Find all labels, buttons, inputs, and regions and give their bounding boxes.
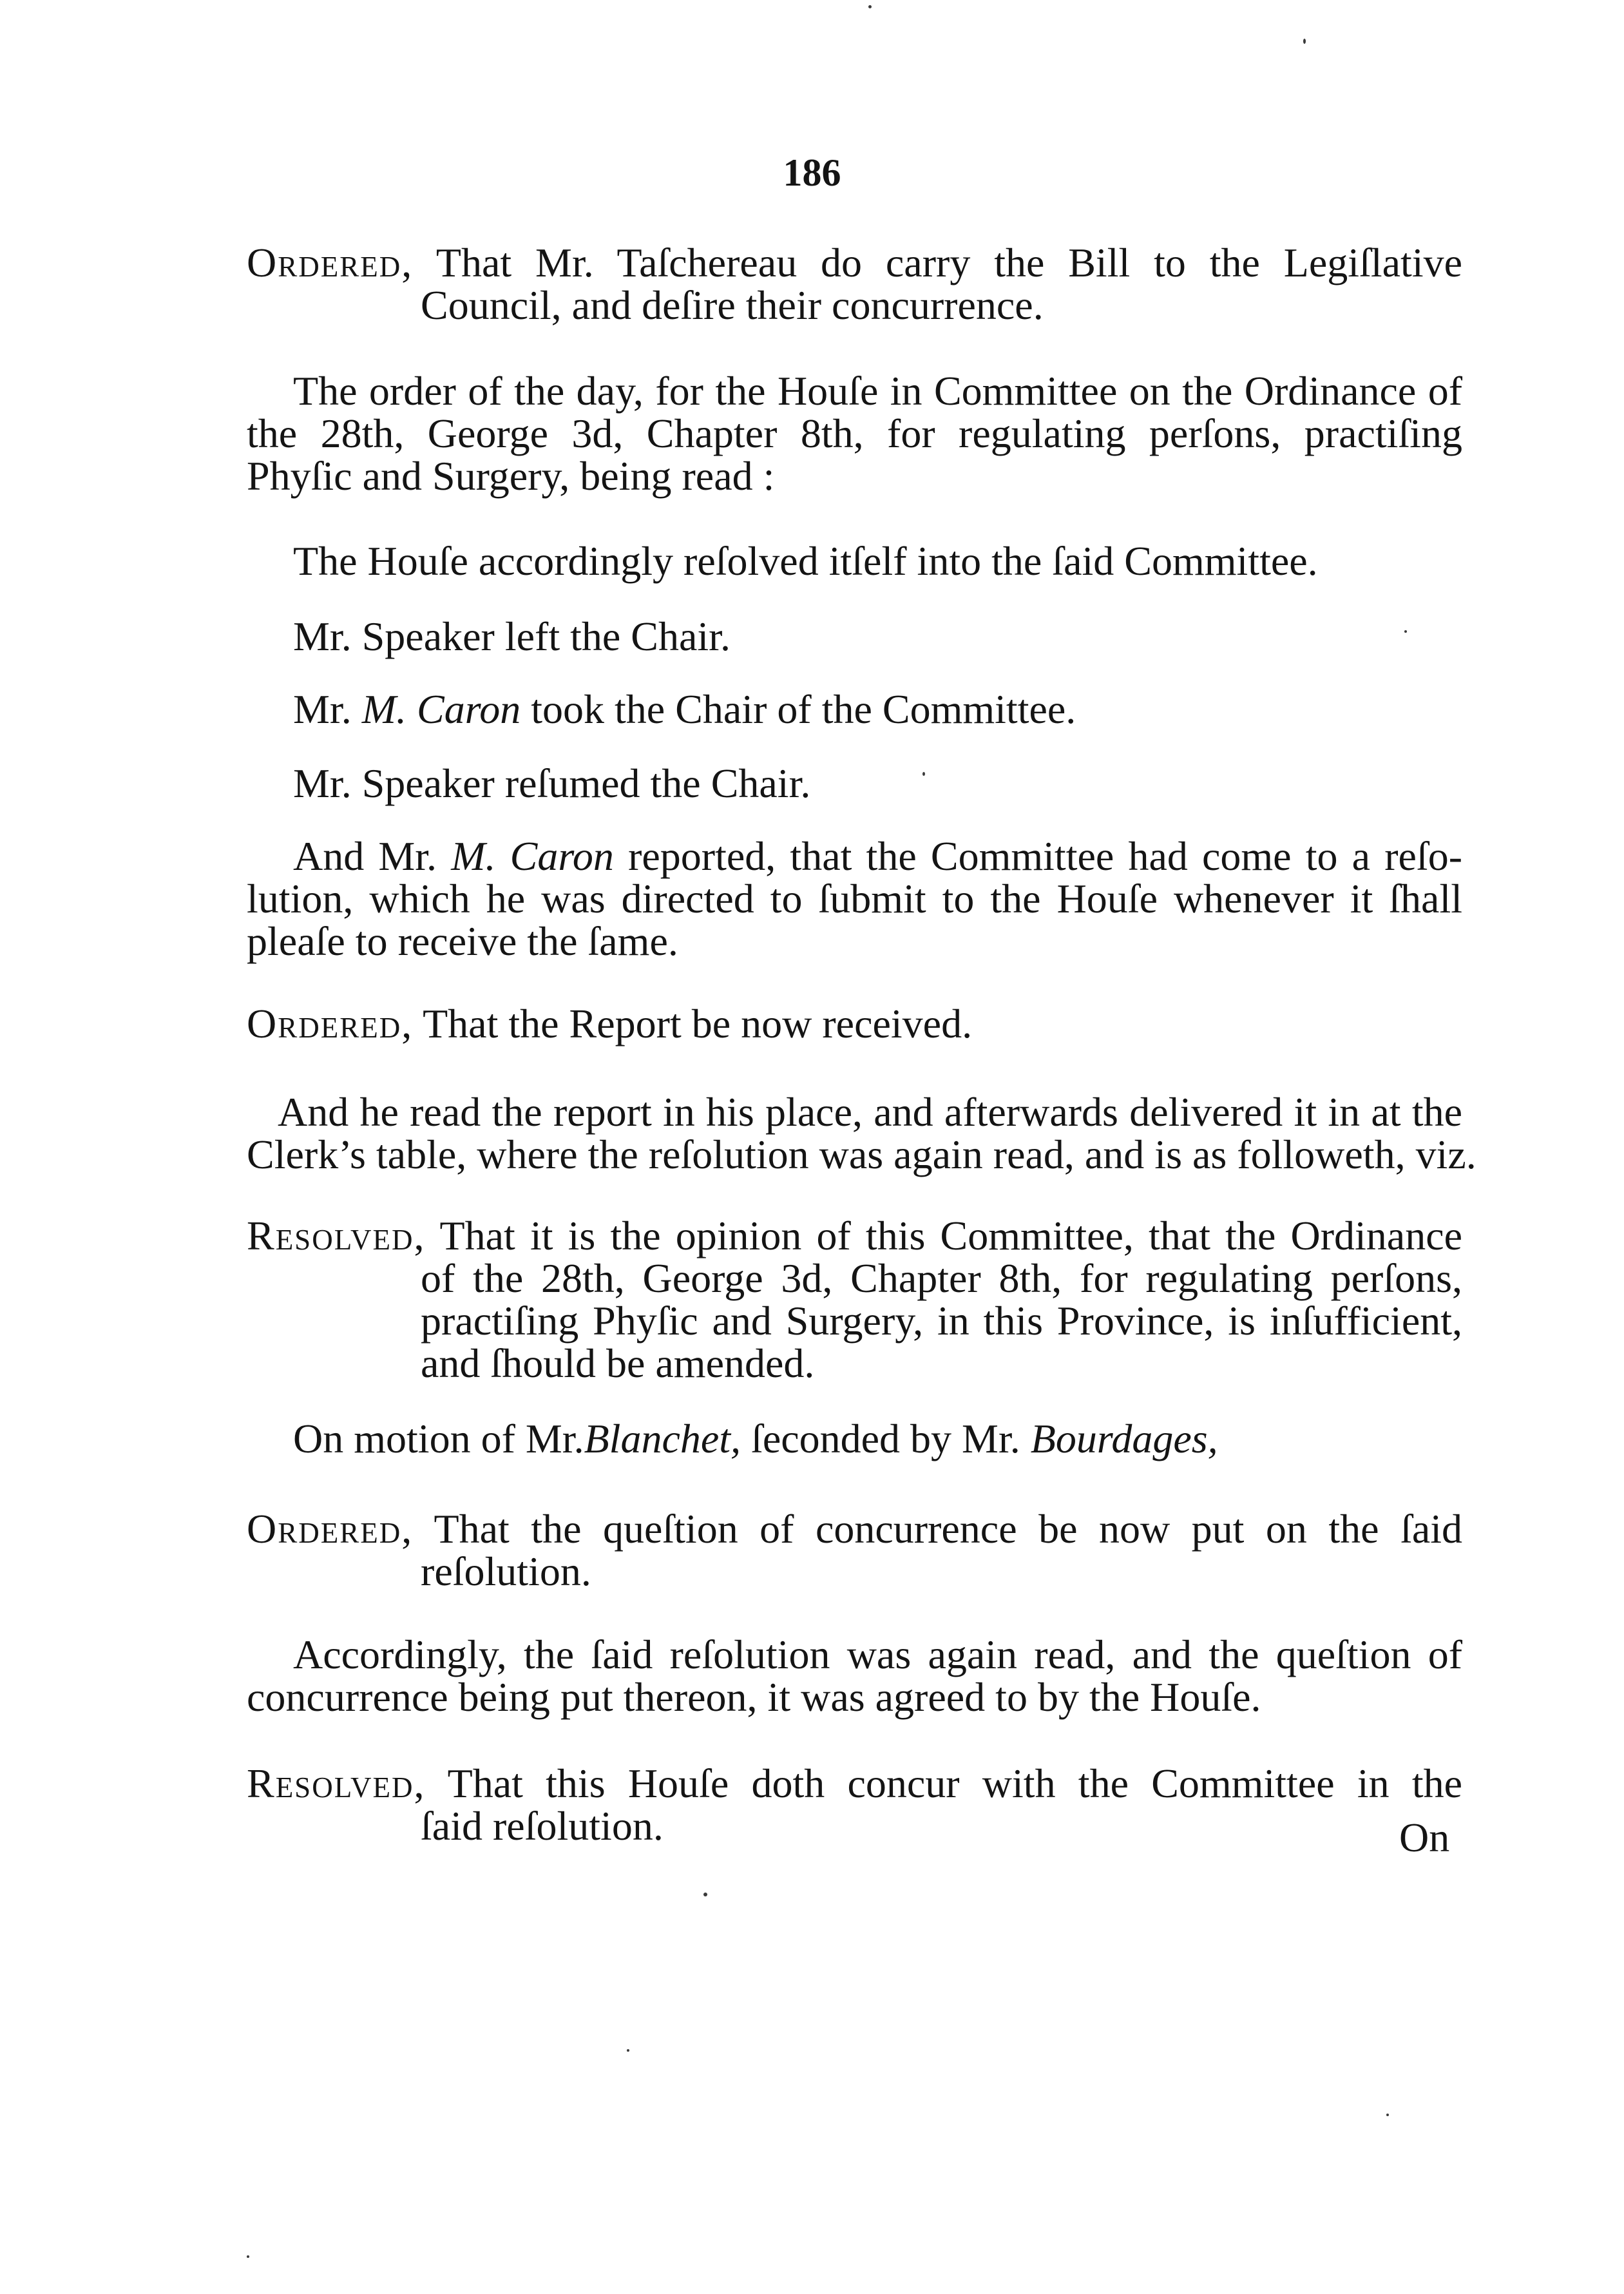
- resolved-paragraph-1: [247, 1215, 1462, 1385]
- caron-report-paragraph: [247, 835, 1462, 963]
- scan-speck: [868, 5, 872, 8]
- text-run: And Mr.: [293, 833, 437, 879]
- paragraph-line: [247, 1215, 1462, 1257]
- paragraph-line: of the 28th, George 3d, Chapter 8th, for regulating perſons,: [421, 1255, 1462, 1301]
- paragraph-line: Accordingly, the ſaid reſolution was again read, and the queſtion of: [293, 1632, 1462, 1677]
- scan-speck: [1303, 39, 1306, 44]
- paragraph-line: Phyſic and Surgery, being read :: [247, 453, 775, 499]
- paragraph-line: practiſing Phyſic and Surgery, in this Province, is inſufficient,: [421, 1298, 1462, 1344]
- paragraph-line: The Houſe accordingly reſolved itſelf into the ſaid Committee.: [293, 538, 1318, 584]
- scan-speck: [1404, 630, 1407, 633]
- resolved-label: Resolved,: [247, 1760, 426, 1806]
- paragraph-line: ſaid reſolution.: [421, 1803, 664, 1849]
- ordered-paragraph-2: [247, 1003, 1462, 1045]
- house-resolved-line: [293, 540, 1462, 583]
- person-name: M. Caron: [361, 686, 521, 732]
- paragraph-text: That it is the opinion of this Committee, that the Ordinance: [439, 1213, 1463, 1258]
- scan-speck: [627, 2049, 629, 2052]
- ordered-label: Ordered,: [247, 1001, 414, 1046]
- accordingly-paragraph: [247, 1634, 1462, 1719]
- text-run: reported, that the Committee had come to a reſo-: [628, 833, 1463, 879]
- paragraph-line: Clerk’s table, where the reſolution was again read, and is as followeth, viz.: [247, 1132, 1476, 1177]
- scan-speck: [922, 772, 925, 776]
- paragraph-line: Council, and deſire their concurrence.: [421, 282, 1044, 328]
- scan-speck: [703, 1893, 707, 1896]
- person-name: Blanchet,: [584, 1416, 741, 1461]
- ordered-label: Ordered,: [247, 240, 414, 285]
- scan-speck: [1386, 2114, 1389, 2116]
- ordered-label: Ordered,: [247, 1506, 414, 1552]
- report-read-paragraph: [247, 1089, 1476, 1177]
- order-of-day-paragraph: [247, 370, 1462, 497]
- paragraph-line: [247, 835, 1462, 878]
- page-number: 186: [783, 151, 841, 194]
- paragraph-line: reſolution.: [421, 1548, 591, 1594]
- caron-took-chair-line: [293, 688, 1462, 731]
- catchword: On: [1399, 1815, 1450, 1860]
- paragraph-line: [247, 242, 1462, 284]
- paragraph-text: That this Houſe doth concur with the Committee in the: [447, 1760, 1463, 1806]
- paragraph-line: And he read the report in his place, and afterwards delivered it in at the: [278, 1089, 1462, 1135]
- paragraph-line: the 28th, George 3d, Chapter 8th, for regulating perſons, practiſing: [247, 410, 1462, 456]
- resolved-label: Resolved,: [247, 1213, 426, 1258]
- paragraph-line: [293, 688, 1462, 731]
- paragraph-line: lution, which he was directed to ſubmit to the Houſe whenever it ſhall: [247, 876, 1462, 921]
- paragraph-line: Mr. Speaker reſumed the Chair.: [293, 760, 811, 806]
- ordered-paragraph-1: [247, 242, 1462, 327]
- paragraph-line: Mr. Speaker left the Chair.: [293, 613, 731, 659]
- paragraph-line: pleaſe to receive the ſame.: [247, 918, 678, 964]
- paragraph-line: concurrence being put thereon, it was agreed to by the Houſe.: [247, 1674, 1261, 1720]
- person-name: M. Caron: [451, 833, 614, 879]
- paragraph-text: That the Report be now received.: [423, 1001, 973, 1046]
- paragraph-line: [293, 1418, 1462, 1460]
- resolved-paragraph-2: [247, 1762, 1462, 1847]
- text-run: On motion of Mr.: [293, 1416, 584, 1461]
- text-run: ſeconded by Mr.: [751, 1416, 1020, 1461]
- paragraph-line: [247, 1762, 1462, 1805]
- text-run: Mr.: [293, 686, 352, 732]
- paragraph-line: and ſhould be amended.: [421, 1340, 815, 1386]
- paragraph-line: [247, 1003, 1462, 1045]
- person-name: Bourdages,: [1030, 1416, 1218, 1461]
- ordered-paragraph-3: [247, 1508, 1462, 1593]
- speaker-resumed-line: [293, 762, 1462, 805]
- speaker-left-line: [293, 615, 1462, 658]
- scan-speck: [247, 2255, 249, 2258]
- motion-line: [293, 1418, 1462, 1460]
- paragraph-line: [247, 1508, 1462, 1550]
- paragraph-text: That the queſtion of concurrence be now put on the ſaid: [434, 1506, 1463, 1552]
- text-run: took the Chair of the Committee.: [531, 686, 1076, 732]
- paragraph-line: The order of the day, for the Houſe in Committee on the Ordinance of: [293, 368, 1462, 414]
- paragraph-text: That Mr. Taſchereau do carry the Bill to the Legiſlative: [435, 240, 1463, 285]
